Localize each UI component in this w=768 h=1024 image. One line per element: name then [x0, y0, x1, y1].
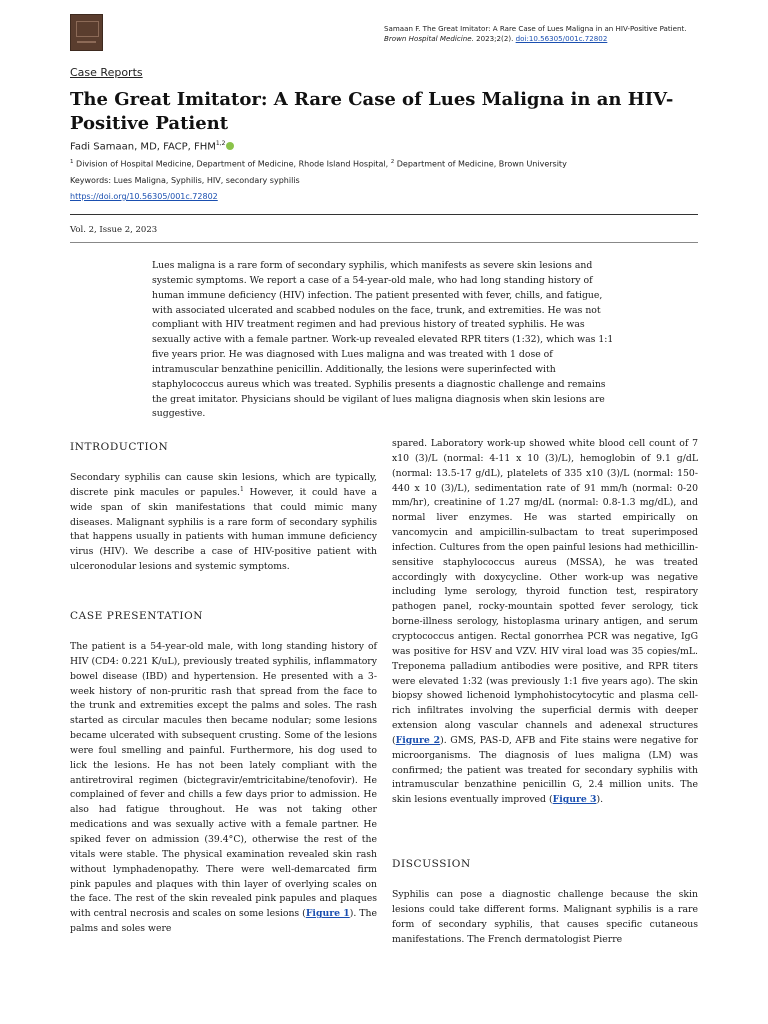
right-text-b: ). GMS, PAS-D, AFB and Fite stains were negative for microorganisms. The diagnosis of lues maligna (LM) was confirmed; the patient was treated for secondary syphilis with intramuscular benzathine penicillin G, 2.4 million units. The skin lesions eventually improved ( — [392, 734, 698, 806]
author-name: Fadi Samaan, MD, FACP, FHM — [70, 141, 216, 153]
figure-3-link[interactable]: Figure 3 — [552, 794, 597, 806]
section-label[interactable]: Case Reports — [70, 66, 143, 79]
figure-1-link[interactable]: Figure 1 — [305, 908, 350, 920]
journal-logo — [70, 14, 103, 51]
case-text-a: The patient is a 54-year-old male, with long standing history of HIV (CD4: 0.221 K/uL), previously treated syphilis, inflammatory bowel disease (IBD) and hypertension. He presented with a 3-week history of non-pruritic rash that spread from the face to the trunk and extremities except the palms and soles. The rash started as circular macules then became nodular; some lesions became ulcerated with subsequent crusting. Some of the lesions were foul smelling and painful. Furthermore, his dog used to lick the lesions. He has not been lately compliant with the antiretroviral regimen (bictegravir/emtricitabine/tenofovir). He complained of fever and chills a few days prior to admission. He also had fatigue throughout. He was not taking other medications and was sexually active with a female partner. He spiked fever on admission (39.4°C), otherwise the rest of the vitals were stable. The physical examination revealed skin rash without lymphadenopathy. There were well-demarcated firm pink papules and plaques with thin layer of overlying scales on the face. The rest of the skin revealed pink papules and plaques with central necrosis and scales on some lesions ( — [70, 641, 377, 920]
issue-info: Vol. 2, Issue 2, 2023 — [70, 225, 158, 235]
figure-2-link[interactable]: Figure 2 — [395, 734, 441, 746]
reference-1[interactable]: 1 — [240, 485, 244, 493]
orcid-icon[interactable] — [226, 142, 234, 150]
logo-bar — [77, 41, 96, 43]
citation-doi-link[interactable]: doi:10.56305/001c.72802 — [515, 34, 608, 43]
abstract: Lues maligna is a rare form of secondary syphilis, which manifests as severe skin lesions and systemic symptoms. We report a case of a 54-year-old male, who had long standing history of human immune deficiency (HIV) infection. The patient presented with fever, chills, and fatigue, with associated ulcerated and scabbed nodules on the face, trunk, and extremities. He was not compliant with HIV treatment regimen and had previous history of treated syphilis. He was sexually active with a female partner. Work-up revealed elevated RPR titers (1:32), which was 1:1 five years prior. He was diagnosed with Lues maligna and was treated with 1 dose of intramuscular benzathine penicillin. Additionally, the lesions were superinfected with staphylococcus aureus which was treated. Syphilis presents a diagnostic challenge and remains the great imitator. Physicians should be vigilant of lues maligna diagnosis when skin lesions are suggestive. — [152, 260, 614, 420]
introduction-text-b: However, it could have a wide span of skin manifestations that could mimic many diseases. Malignant syphilis is a rare form of secondary syphilis that happens usually in patients with human immune deficiency virus (HIV). We describe a case of HIV-positive patient with ulceronodular lesions and systemic symptoms. — [70, 486, 377, 573]
journal-details: 2023;2(2). — [476, 34, 514, 43]
affiliation-1-number: 1 — [70, 159, 74, 165]
doi-link[interactable]: https://doi.org/10.56305/001c.72802 — [70, 192, 218, 201]
citation-text: Samaan F. The Great Imitator: A Rare Case of Lues Maligna in an HIV-Positive Patient. — [384, 24, 687, 33]
right-text-c: ). — [596, 794, 604, 806]
article-title: The Great Imitator: A Rare Case of Lues Maligna in an HIV-Positive Patient — [70, 89, 674, 134]
case-presentation-paragraph — [70, 640, 377, 937]
case-presentation-heading: CASE PRESENTATION — [70, 610, 204, 622]
affiliation-2: Department of Medicine, Brown University — [396, 159, 567, 169]
logo-frame — [76, 21, 99, 37]
discussion-text: Syphilis can pose a diagnostic challenge because the skin lesions could take different forms. Malignant syphilis is a rare form of secondary syphilis, that causes specific cutaneous manifestations. The French dermatologist Pierre — [392, 889, 698, 945]
case-presentation-continued — [392, 437, 698, 808]
author-affiliation-sup: 1,2 — [215, 140, 226, 147]
keywords: Keywords: Lues Maligna, Syphilis, HIV, secondary syphilis — [70, 176, 300, 185]
affiliation-2-number: 2 — [390, 159, 395, 165]
author-line — [70, 140, 234, 152]
citation-header — [384, 24, 714, 44]
journal-name: Brown Hospital Medicine. — [384, 34, 474, 43]
header-divider — [70, 214, 698, 215]
introduction-text-a: Secondary syphilis can cause skin lesions, which are typically, discrete pink macules or papules. — [70, 472, 377, 498]
affiliation-1: Division of Hospital Medicine, Department of Medicine, Rhode Island Hospital, — [76, 159, 389, 169]
introduction-heading: INTRODUCTION — [70, 441, 169, 453]
discussion-paragraph — [392, 888, 698, 947]
introduction-paragraph — [70, 471, 377, 575]
issue-divider — [70, 242, 698, 243]
right-text-a: spared. Laboratory work-up showed white blood cell count of 7 x10 (3)/L (normal: 4-11 x 10 (3)/L), hemoglobin of 9.1 g/dL (normal: 13.5-17 g/dL), platelets of 335 x10 (3)/L (normal: 150-440 x 10 (3)/L), sedimentation rate of 91 mm/h (normal: 0-20 mm/hr), creatinine of 1.27 mg/dL (normal: 0.8-1.3 mg/dL), and normal liver enzymes. He was started empirically on vancomycin and ampicillin-sulbactam to treat superimposed infection. Cultures from the open painful lesions had methicillin-sensitive staphylococcus aureus (MSSA), he was treated accordingly with doxycycline. Other work-up was negative including lyme serology, thyroid function test, respiratory pathogen panel, rocky-mountain spotted fever serology, tick borne-illness serology, histoplasma urinary antigen, and serum cryptococcus antigen. Rectal gonorrhea PCR was negative, IgG was positive for HSV and VZV. HIV viral load was 35 copies/mL. Treponema palladium antibodies were positive, and RPR titers were elevated 1:32 (was previously 1:1 five years ago). The skin biopsy showed lichenoid lymphohistocytocytic and plasma cell-rich infiltrates involving the superficial dermis with deeper extension along vascular channels and adenexal structures ( — [392, 438, 698, 746]
discussion-heading: DISCUSSION — [392, 858, 471, 870]
affiliations — [70, 159, 567, 169]
case-text-b: ). The palms and soles were — [70, 908, 377, 935]
